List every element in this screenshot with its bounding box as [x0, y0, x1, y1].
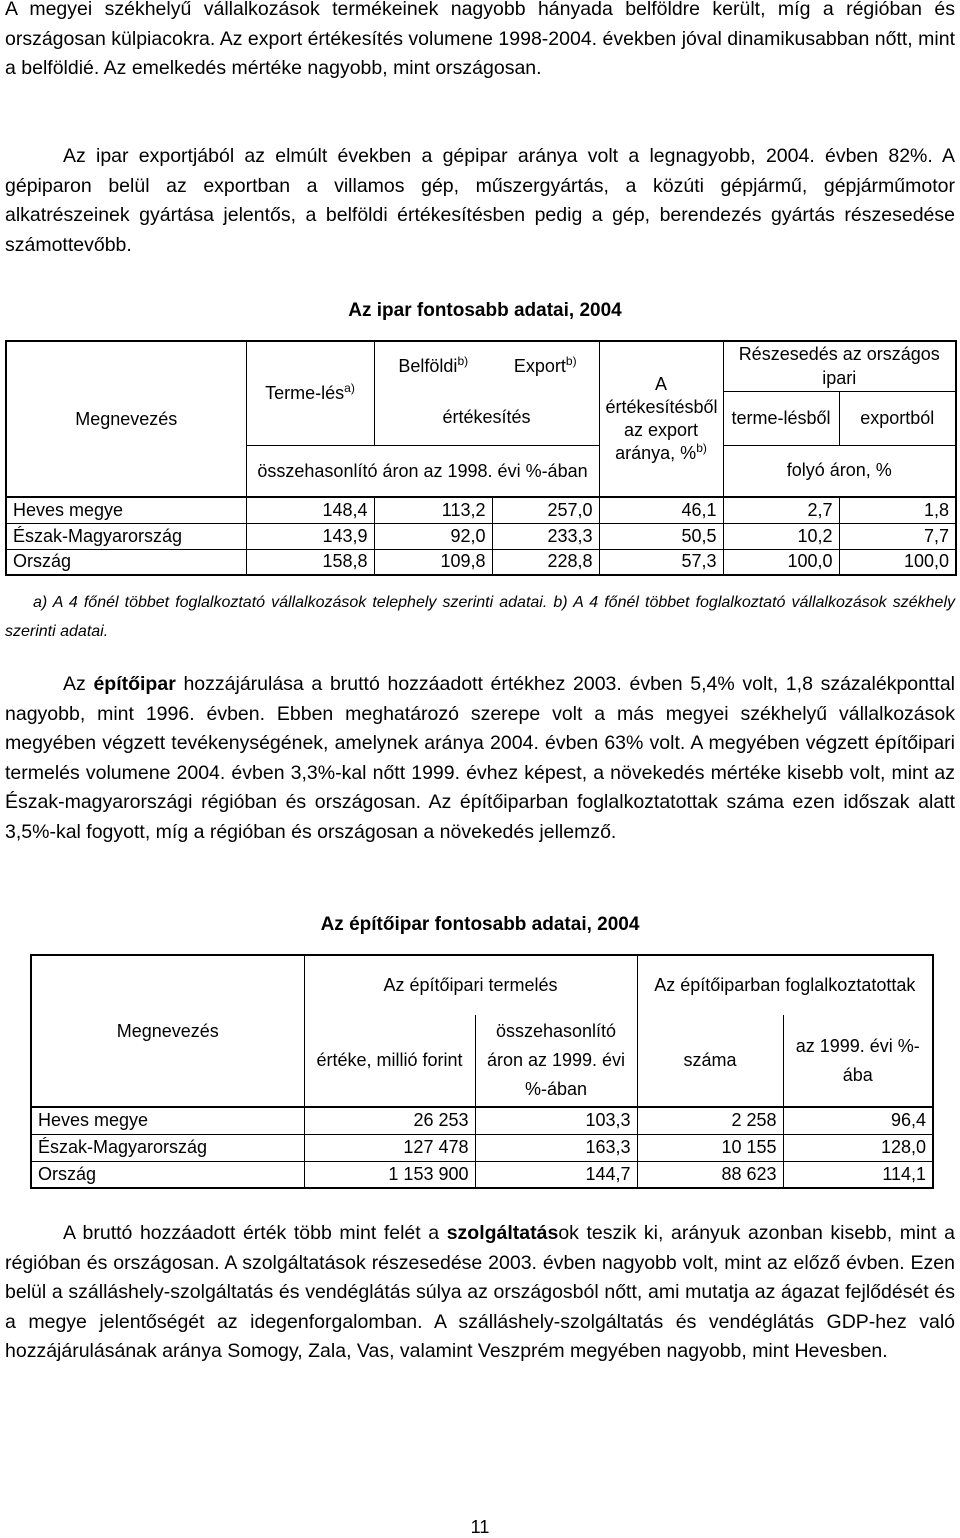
- t2-cell: 128,0: [880, 1137, 927, 1157]
- t2-cell: 1 153 900: [304, 1161, 475, 1188]
- t1-row-name: Ország: [6, 549, 246, 575]
- t1-header-reszesedes: Részesedés az országos ipari: [723, 341, 956, 391]
- t2-cell: 2 258: [637, 1107, 783, 1134]
- table-row: [6, 523, 956, 549]
- t1-header-termeles-text: Terme-lés: [265, 383, 345, 404]
- industry-table: [5, 340, 957, 576]
- t1-header-exportbol: exportból: [860, 407, 935, 428]
- t1-header-export-sup: b): [565, 354, 577, 368]
- para4-post: ok teszik ki, arányuk azonban kisebb, mint a régióban és országosan. A szolgáltatások részesedése 2003. évben nagyobb volt, mint az előző évben. Ezen belül a szálláshely-szolgáltatás és vendéglátás súlya az országosból nőtt, ami mutatja az ágazat fejlődését és a megye jelentőségét az idegenforgalomban. A szálláshely-szolgáltatás és vendéglátás GDP-hez való hozzájárulásának aránya Somogy, Zala, Vas, valamint Veszprém megyében nagyobb, mint Hevesben.: [5, 1222, 955, 1362]
- table1-title: Az ipar fontosabb adatai, 2004: [348, 300, 622, 321]
- t2-cell: 127 478: [304, 1134, 475, 1161]
- t1-header-termelesbol: terme-lésből: [723, 391, 839, 445]
- paragraph-epitoipar: [5, 670, 955, 847]
- t1-cell: 228,8: [492, 549, 599, 575]
- table1-footnote: a) A 4 főnél többet foglalkoztató vállalkozások telephely szerinti adatai. b) A 4 főnél többet foglalkoztató vállalkozások székhely szerinti adatai.: [5, 594, 955, 640]
- table-row: [6, 497, 956, 523]
- t1-row-name: Észak-Magyarország: [6, 523, 246, 549]
- t1-header-termeles: [246, 341, 374, 445]
- t2-cell: 163,3: [475, 1134, 637, 1161]
- t1-cell: 10,2: [723, 523, 839, 549]
- t2-cell: 103,3: [475, 1107, 637, 1134]
- t1-header-arany: [599, 341, 723, 497]
- paragraph-export: A megyei székhelyű vállalkozások termékeinek nagyobb hányada belföldre került, míg a régióban és országosan külpiacokra. Az export értékesítés volumene 1998-2004. években jóval dinamikusabban nőtt, mint a belföldié. Az emelkedés mértéke nagyobb, mint országosan.: [5, 0, 955, 79]
- t1-cell: 233,3: [492, 523, 599, 549]
- t1-header-folyo: folyó áron, %: [723, 445, 956, 497]
- t1-header-belfoldi-text: Belföldi: [398, 356, 458, 376]
- t1-cell: 50,5: [599, 523, 723, 549]
- t1-cell: 158,8: [246, 549, 374, 575]
- t2-row-name: Heves megye: [31, 1107, 304, 1134]
- paragraph-gepipar: Az ipar exportjából az elmúlt években a gépipar aránya volt a legnagyobb, 2004. évben 82%. A gépiparon belül az exportban a villamos gép, műszergyártás, a közúti gépjármű, gépjárműmotor alkatrészeinek gyártása jelentős, a belföldi értékesítésben pedig a gép, berendezés gyártás részesedése számottevőbb.: [5, 145, 955, 256]
- table-row: [31, 1134, 933, 1161]
- t1-header-ertekesites: értékesítés: [374, 391, 599, 445]
- t1-cell: 100,0: [903, 551, 949, 572]
- t1-header-arany-sup: b): [696, 441, 707, 455]
- table-row: [31, 1107, 933, 1134]
- t1-cell: 148,4: [246, 497, 374, 523]
- t2-row-name: Észak-Magyarország: [31, 1134, 304, 1161]
- para3-post: hozzájárulása a bruttó hozzáadott értékhez 2003. évben 5,4% volt, 1,8 százalékponttal nagyobb, mint 1996. évben. Ebben meghatározó szerepe volt a más megyei székhelyű vállalkozások megyében végzett tevékenységének, amelynek aránya 2004. évben 63% volt. A megyében végzett építőipari termelés volumene 2004. évben 3,3%-kal nőtt 1999. évhez képest, a növekedés mértéke kisebb volt, mint az Észak-magyarországi régióban és országosan. Az építőiparban foglalkoztatottak száma ezen időszak alatt 3,5%-kal fogyott, míg a régióban és országosan a növekedés jellemző.: [5, 673, 955, 843]
- t1-header-belfoldi: [374, 341, 492, 391]
- para4-pre: A bruttó hozzáadott érték több mint felét a: [63, 1222, 447, 1244]
- t1-cell: 113,2: [374, 497, 492, 523]
- t1-header-belfoldi-sup: b): [457, 354, 469, 368]
- paragraph-szolgaltatas: [5, 1219, 955, 1367]
- t1-cell: 7,7: [923, 525, 949, 546]
- para3-pre: Az: [63, 673, 94, 695]
- t2-header-1999: az 1999. évi %-ába: [783, 1015, 933, 1107]
- t1-header-megnevezes: Megnevezés: [6, 341, 246, 497]
- t1-cell: 143,9: [246, 523, 374, 549]
- t2-header-szama: száma: [637, 1015, 783, 1107]
- table-row: [6, 549, 956, 575]
- t2-header-erteke: értéke, millió forint: [304, 1015, 475, 1107]
- t1-header-export: [492, 341, 599, 391]
- page-number: 11: [470, 1517, 490, 1537]
- t1-cell: 109,8: [374, 549, 492, 575]
- t2-header-megnevezes: Megnevezés: [31, 955, 304, 1107]
- t1-header-termeles-sup: a): [344, 381, 355, 396]
- t2-cell: 96,4: [890, 1110, 927, 1131]
- t1-cell: 257,0: [492, 497, 599, 523]
- t2-header-foglalkoztatottak: Az építőiparban foglalkoztatottak: [654, 975, 916, 995]
- t1-cell: 1,8: [923, 499, 949, 520]
- table2-title: Az építőipar fontosabb adatai, 2004: [320, 914, 640, 935]
- para3-bold: építőipar: [93, 673, 176, 695]
- t1-cell: 92,0: [374, 523, 492, 549]
- table-row: [31, 1161, 933, 1188]
- t1-header-export-text: Export: [513, 356, 566, 376]
- para4-bold: szolgáltatás: [446, 1222, 559, 1244]
- t1-cell: 46,1: [599, 497, 723, 523]
- t1-cell: 100,0: [723, 549, 839, 575]
- t1-cell: 57,3: [599, 549, 723, 575]
- t2-cell: 114,1: [882, 1163, 927, 1184]
- t2-cell: 10 155: [637, 1134, 783, 1161]
- construction-table: [30, 954, 934, 1189]
- t2-header-osszehasonlito: összehasonlító áron az 1999. évi %-ában: [475, 1015, 637, 1107]
- t1-header-osszehasonlito: összehasonlító áron az 1998. évi %-ában: [246, 445, 599, 497]
- t2-cell: 144,7: [475, 1161, 637, 1188]
- t1-row-name: Heves megye: [6, 497, 246, 523]
- t1-cell: 2,7: [723, 497, 839, 523]
- t1-header-arany-text: A értékesítésből az export aránya, %: [605, 374, 718, 463]
- t2-row-name: Ország: [31, 1161, 304, 1188]
- t2-cell: 26 253: [304, 1107, 475, 1134]
- t2-cell: 88 623: [637, 1161, 783, 1188]
- t2-header-termeles: Az építőipari termelés: [304, 955, 637, 1015]
